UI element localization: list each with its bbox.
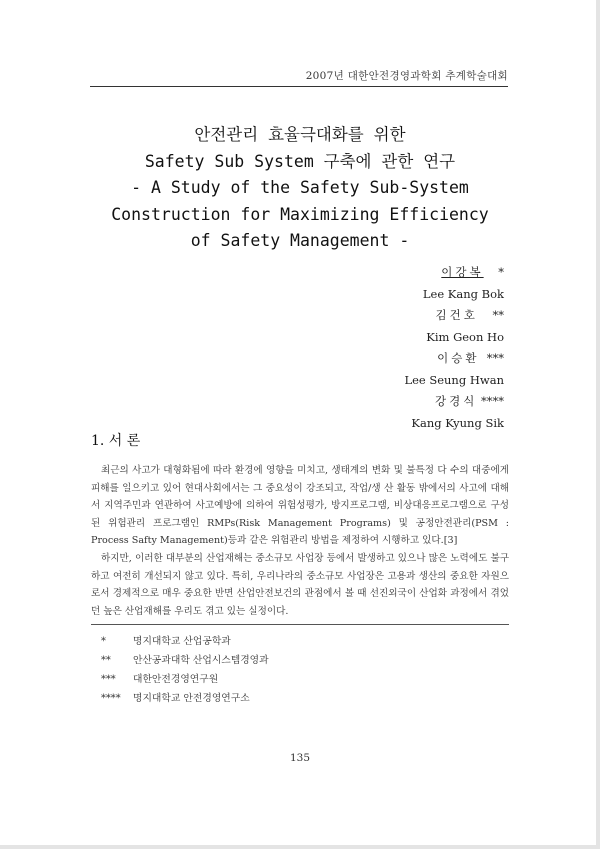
footnote-1: * 명지대학교 산업공학과 xyxy=(101,636,231,647)
author-4-en: Kang Kyung Sik xyxy=(411,415,504,430)
conference-header: 2007년 대한안전경영과학회 추계학술대회 xyxy=(305,70,508,82)
title-line-3: - A Study of the Safety Sub-System xyxy=(131,178,469,197)
header-rule xyxy=(90,86,508,87)
footnote-2: ** 안산공과대학 산업시스템경영과 xyxy=(101,655,269,666)
footnote-3: *** 대한안전경영연구원 xyxy=(101,674,219,685)
title-line-2: Safety Sub System 구축에 관한 연구 xyxy=(144,151,456,171)
footnote-4: **** 명지대학교 안전경영연구소 xyxy=(101,693,250,704)
author-2-kr: 김건호 ** xyxy=(435,308,504,322)
paper-title xyxy=(90,122,510,255)
author-3-kr: 이승환 *** xyxy=(437,351,504,365)
paragraph-1: 최근의 사고가 대형화됨에 따라 환경에 영향을 미치고, 생태계의 변화 및 불특정 다 수의 대중에게 피해를 일으키고 있어 현대사회에서는 그 중요성이 강조되고, 작업/생 산 활동 밖에서의 사고에 대해서 지역주민과 연관하여 사고예방에 의하여 위험성평가, 방지프로그램, 비상대응프로그램으로 구성된 위험관리 프로그램인 RMPs(Risk Management Programs) 및 공정안전관리(PSM : Process Safty Management)등과 같은 위험관리 방법을 제정하여 시행하고 있다.[3] xyxy=(91,465,509,547)
section-heading: 1. 서 론 xyxy=(91,433,141,449)
paragraph-2: 하지만, 이러한 대부분의 산업재해는 중소규모 사업장 등에서 발생하고 있으나 많은 노력에도 불구하고 여전히 개선되지 않고 있다. 특히, 우리나라의 중소규모 사업장은 고용과 생산의 중요한 자원으로서 경제적으로 매우 중요한 반면 산업안전보건의 관점에서 볼 때 선진외국이 산업화 과정에서 겪었던 높은 산업재해를 우리도 겪고 있는 실정이다. xyxy=(91,552,509,617)
footnote-rule xyxy=(91,624,509,625)
page-number: 135 xyxy=(289,752,311,764)
author-block xyxy=(404,262,504,434)
footnotes xyxy=(101,632,269,708)
title-line-1: 안전관리 효율극대화를 위한 xyxy=(194,125,406,144)
body-text xyxy=(91,462,509,620)
author-1-en: Lee Kang Bok xyxy=(422,286,504,301)
title-line-5: of Safety Management - xyxy=(190,231,410,250)
title-line-4: Construction for Maximizing Efficiency xyxy=(111,204,489,224)
author-3-en: Lee Seung Hwan xyxy=(404,372,504,387)
author-1-kr: 이강복 * xyxy=(441,265,504,279)
author-2-en: Kim Geon Ho xyxy=(426,329,504,344)
author-4-kr: 강경식 **** xyxy=(435,394,504,408)
